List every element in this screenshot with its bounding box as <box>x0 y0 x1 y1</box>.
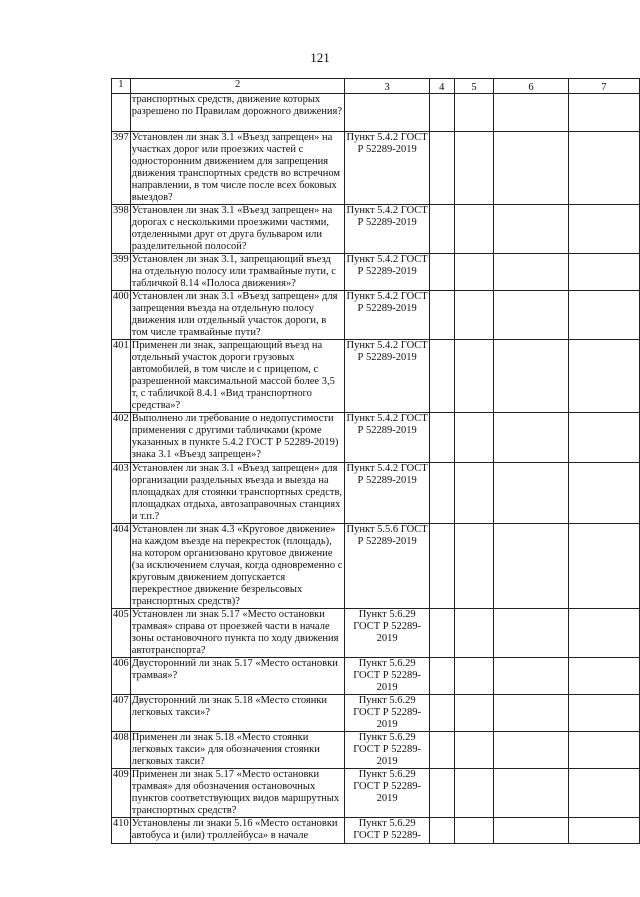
answer-cell <box>568 769 639 818</box>
question-text: Установлен ли знак 3.1 «Въезд запрещен» на дорогах с несколькими проезжими частями, отделенными друг от друга бульваром или разделительной полосой? <box>130 205 345 254</box>
row-number: 410 <box>112 818 131 844</box>
reference-text: Пункт 5.5.6 ГОСТ Р 52289-2019 <box>345 524 429 609</box>
answer-cell <box>568 609 639 658</box>
answer-cell <box>429 132 454 205</box>
answer-cell <box>494 94 568 132</box>
answer-cell <box>494 769 568 818</box>
answer-cell <box>568 463 639 524</box>
row-number: 409 <box>112 769 131 818</box>
row-number <box>112 94 131 132</box>
reference-text: Пункт 5.4.2 ГОСТ Р 52289-2019 <box>345 463 429 524</box>
reference-text: Пункт 5.4.2 ГОСТ Р 52289-2019 <box>345 340 429 413</box>
reference-text: Пункт 5.6.29 ГОСТ Р 52289-2019 <box>345 695 429 732</box>
answer-cell <box>568 254 639 291</box>
answer-cell <box>454 254 494 291</box>
answer-cell <box>494 132 568 205</box>
reference-text: Пункт 5.4.2 ГОСТ Р 52289-2019 <box>345 413 429 463</box>
answer-cell <box>568 524 639 609</box>
answer-cell <box>429 818 454 844</box>
row-number: 407 <box>112 695 131 732</box>
row-number: 405 <box>112 609 131 658</box>
answer-cell <box>568 291 639 340</box>
answer-cell <box>494 340 568 413</box>
answer-cell <box>429 524 454 609</box>
answer-cell <box>429 205 454 254</box>
row-number: 397 <box>112 132 131 205</box>
table-row <box>112 463 640 524</box>
column-header-5: 5 <box>454 79 494 94</box>
question-text: Установлен ли знак 4.3 «Круговое движение» на каждом въезде на перекресток (площадь), на котором организовано круговое движение (за исключением случая, когда одновременно с круговым движением допускается перекрестное движение безрельсовых транспортных средств)? <box>130 524 345 609</box>
answer-cell <box>568 132 639 205</box>
answer-cell <box>429 609 454 658</box>
answer-cell <box>454 205 494 254</box>
answer-cell <box>494 463 568 524</box>
answer-cell <box>494 609 568 658</box>
reference-text: Пункт 5.6.29 ГОСТ Р 52289-2019 <box>345 769 429 818</box>
column-header-1: 1 <box>112 79 131 94</box>
column-header-3: 3 <box>345 79 429 94</box>
answer-cell <box>494 205 568 254</box>
answer-cell <box>429 769 454 818</box>
table-row <box>112 524 640 609</box>
table-row <box>112 769 640 818</box>
header-row <box>112 79 640 94</box>
answer-cell <box>568 818 639 844</box>
reference-text: Пункт 5.4.2 ГОСТ Р 52289-2019 <box>345 132 429 205</box>
question-text: Выполнено ли требование о недопустимости применения с другими табличками (кроме указанных в пункте 5.4.2 ГОСТ Р 52289-2019) знака 3.1 «Въезд запрещен»? <box>130 413 345 463</box>
row-number: 402 <box>112 413 131 463</box>
row-number: 408 <box>112 732 131 769</box>
answer-cell <box>429 658 454 695</box>
table-row <box>112 732 640 769</box>
reference-text: Пункт 5.4.2 ГОСТ Р 52289-2019 <box>345 254 429 291</box>
answer-cell <box>454 132 494 205</box>
table-row <box>112 291 640 340</box>
answer-cell <box>568 695 639 732</box>
row-number: 399 <box>112 254 131 291</box>
answer-cell <box>429 732 454 769</box>
answer-cell <box>454 524 494 609</box>
column-header-4: 4 <box>429 79 454 94</box>
answer-cell <box>454 732 494 769</box>
answer-cell <box>454 818 494 844</box>
answer-cell <box>454 769 494 818</box>
answer-cell <box>494 291 568 340</box>
answer-cell <box>568 94 639 132</box>
column-header-7: 7 <box>568 79 639 94</box>
reference-text: Пункт 5.6.29 ГОСТ Р 52289-2019 <box>345 732 429 769</box>
answer-cell <box>429 413 454 463</box>
answer-cell <box>454 291 494 340</box>
answer-cell <box>429 94 454 132</box>
question-text: Установлен ли знак 3.1 «Въезд запрещен» на участках дорог или проезжих частей с односторонним движением для запрещения движения транспортных средств во встречном направлении, в том числе после всех боковых выездов? <box>130 132 345 205</box>
answer-cell <box>494 524 568 609</box>
table-row <box>112 205 640 254</box>
answer-cell <box>429 463 454 524</box>
answer-cell <box>494 413 568 463</box>
answer-cell <box>568 205 639 254</box>
table-row <box>112 695 640 732</box>
answer-cell <box>494 658 568 695</box>
answer-cell <box>454 695 494 732</box>
table-row <box>112 254 640 291</box>
answer-cell <box>429 340 454 413</box>
question-text: Двусторонний ли знак 5.18 «Место стоянки легковых такси»? <box>130 695 345 732</box>
answer-cell <box>494 732 568 769</box>
column-header-6: 6 <box>494 79 568 94</box>
answer-cell <box>568 732 639 769</box>
table-row <box>112 818 640 844</box>
row-number: 403 <box>112 463 131 524</box>
question-text: Установлен ли знак 3.1, запрещающий въезд на отдельную полосу или трамвайные пути, с табличкой 8.14 «Полоса движения»? <box>130 254 345 291</box>
column-header-2: 2 <box>130 79 345 94</box>
answer-cell <box>494 695 568 732</box>
answer-cell <box>568 413 639 463</box>
reference-text: Пункт 5.4.2 ГОСТ Р 52289-2019 <box>345 291 429 340</box>
row-number: 400 <box>112 291 131 340</box>
answer-cell <box>454 413 494 463</box>
question-text: Установлен ли знак 5.17 «Место остановки трамвая» справа от проезжей части в начале зоны остановочного пункта по ходу движения автотранспорта? <box>130 609 345 658</box>
row-number: 406 <box>112 658 131 695</box>
question-text: Установлен ли знак 3.1 «Въезд запрещен» для организации раздельных въезда и выезда на площадках для стоянки транспортных средств, площадках отдыха, автозаправочных станциях и т.п.? <box>130 463 345 524</box>
question-text: Двусторонний ли знак 5.17 «Место остановки трамвая»? <box>130 658 345 695</box>
question-text: Применен ли знак, запрещающий въезд на отдельный участок дороги грузовых автомобилей, в том числе и с прицепом, с разрешенной максимальной массой более 3,5 т, с табличкой 8.4.1 «Вид транспортного средства»? <box>130 340 345 413</box>
answer-cell <box>454 609 494 658</box>
reference-text: Пункт 5.6.29 ГОСТ Р 52289-2019 <box>345 609 429 658</box>
row-number: 398 <box>112 205 131 254</box>
row-number: 401 <box>112 340 131 413</box>
table-row <box>112 658 640 695</box>
question-text: Установлены ли знаки 5.16 «Место остановки автобуса и (или) троллейбуса» в начале <box>130 818 345 844</box>
answer-cell <box>454 340 494 413</box>
answer-cell <box>568 658 639 695</box>
question-text: Установлен ли знак 3.1 «Въезд запрещен» для запрещения въезда на отдельную полосу движения или отдельный участок дороги, в том числе трамвайные пути? <box>130 291 345 340</box>
answer-cell <box>568 340 639 413</box>
question-text: Применен ли знак 5.17 «Место остановки трамвая» для обозначения остановочных пунктов соответствующих видов маршрутных транспортных средств? <box>130 769 345 818</box>
reference-text: Пункт 5.4.2 ГОСТ Р 52289-2019 <box>345 205 429 254</box>
reference-text <box>345 94 429 132</box>
table-row <box>112 340 640 413</box>
table-row <box>112 413 640 463</box>
table-row <box>112 132 640 205</box>
answer-cell <box>429 695 454 732</box>
answer-cell <box>454 94 494 132</box>
question-text: Применен ли знак 5.18 «Место стоянки легковых такси» для обозначения стоянки легковых такси? <box>130 732 345 769</box>
answer-cell <box>494 254 568 291</box>
answer-cell <box>429 254 454 291</box>
page-number: 121 <box>310 50 330 65</box>
question-text: транспортных средств, движение которых разрешено по Правилам дорожного движения? <box>130 94 345 132</box>
row-number: 404 <box>112 524 131 609</box>
answer-cell <box>494 818 568 844</box>
reference-text: Пункт 5.6.29 ГОСТ Р 52289- <box>345 818 429 844</box>
table-row <box>112 609 640 658</box>
reference-text: Пункт 5.6.29 ГОСТ Р 52289-2019 <box>345 658 429 695</box>
answer-cell <box>429 291 454 340</box>
answer-cell <box>454 658 494 695</box>
table-row <box>112 94 640 132</box>
checklist-table <box>111 78 640 844</box>
answer-cell <box>454 463 494 524</box>
